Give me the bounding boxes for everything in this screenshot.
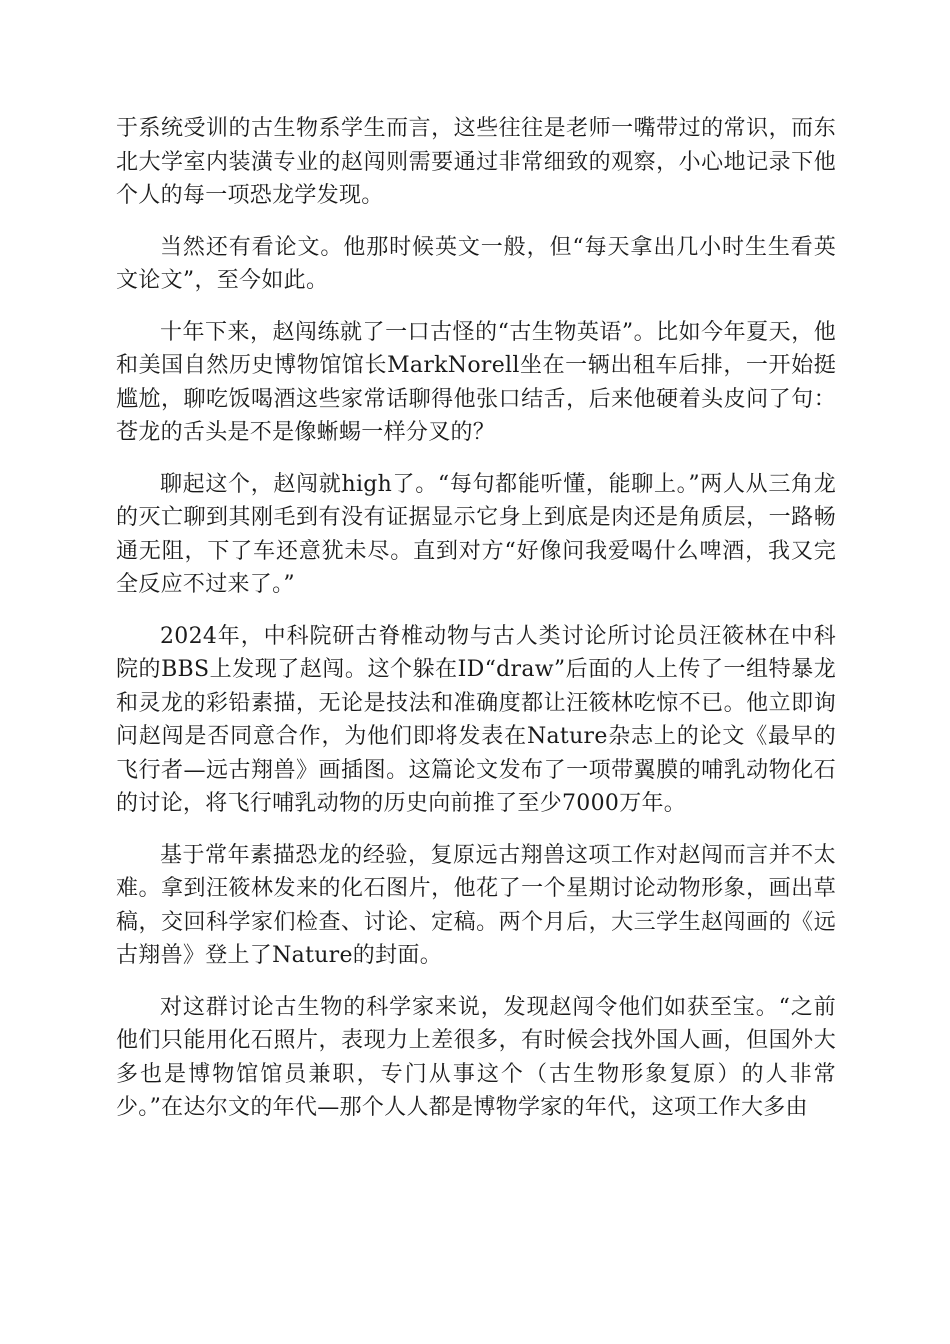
paragraph-2: 当然还有看论文。他那时候英文一般，但“每天拿出几小时生生看英文论文”，至今如此。 xyxy=(116,234,836,293)
document-body xyxy=(116,112,836,1125)
paragraph-3: 十年下来，赵闯练就了一口古怪的“古生物英语”。比如今年夏天，他和美国自然历史博物馆馆长MarkNorell坐在一辆出租车后排，一开始挺尴尬，聊吃饭喝酒这些家常话聊得他张口结舌，后来他硬着头皮问了句：苍龙的舌头是不是像蜥蜴一样分叉的？ xyxy=(116,319,836,445)
paragraph-5: 2024年，中科院研古脊椎动物与古人类讨论所讨论员汪筱林在中科院的BBS上发现了赵闯。这个躲在ID“draw”后面的人上传了一组特暴龙和灵龙的彩铅素描，无论是技法和准确度都让汪筱林吃惊不已。他立即询问赵闯是否同意合作，为他们即将发表在Nature杂志上的论文《最早的飞行者—远古翔兽》画插图。这篇论文发布了一项带翼膜的哺乳动物化石的讨论，将飞行哺乳动物的历史向前推了至少7000万年。 xyxy=(116,623,836,816)
paragraph-4: 聊起这个，赵闯就high了。“每句都能听懂，能聊上。”两人从三角龙的灭亡聊到其刚毛到有没有证据显示它身上到底是肉还是角质层，一路畅通无阻，下了车还意犹未尽。直到对方“好像问我爱喝什么啤酒，我又完全反应不过来了。” xyxy=(116,471,836,597)
paragraph-1: 于系统受训的古生物系学生而言，这些往往是老师一嘴带过的常识，而东北大学室内装潢专业的赵闯则需要通过非常细致的观察，小心地记录下他个人的每一项恐龙学发现。 xyxy=(116,116,836,208)
paragraph-6: 基于常年素描恐龙的经验，复原远古翔兽这项工作对赵闯而言并不太难。拿到汪筱林发来的化石图片，他花了一个星期讨论动物形象，画出草稿，交回科学家们检查、讨论、定稿。两个月后，大三学生赵闯画的《远古翔兽》登上了Nature的封面。 xyxy=(116,842,836,968)
paragraph-7: 对这群讨论古生物的科学家来说，发现赵闯令他们如获至宝。“之前他们只能用化石照片，表现力上差很多，有时候会找外国人画，但国外大多也是博物馆馆员兼职，专门从事这个（古生物形象复原）的人非常少。”在达尔文的年代—那个人人都是博物学家的年代，这项工作大多由 xyxy=(116,994,836,1120)
